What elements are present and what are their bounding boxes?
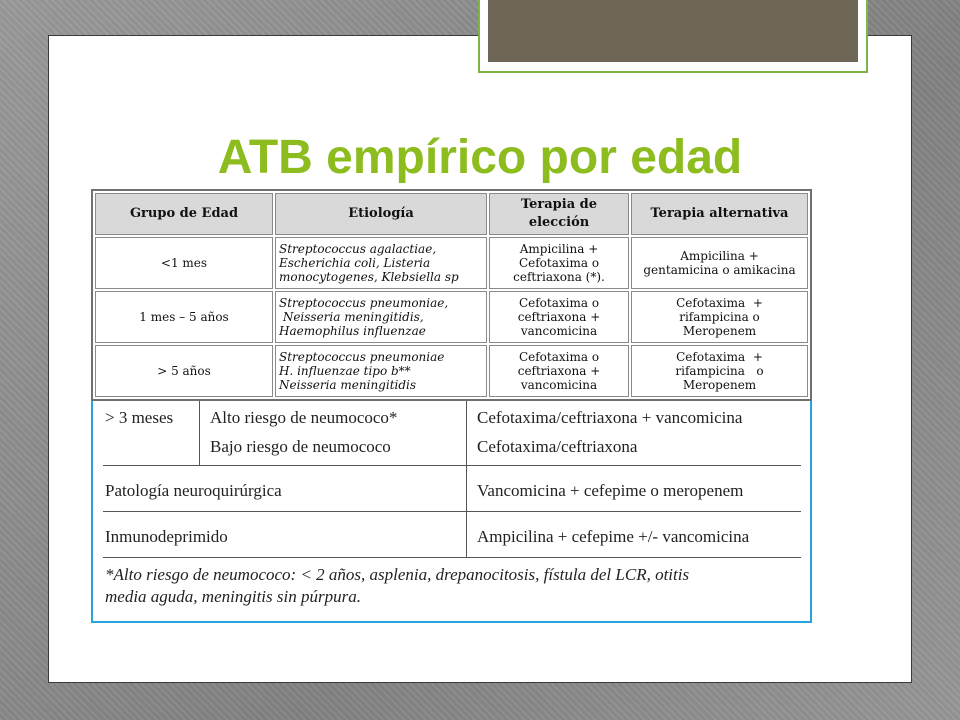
- slide-title: ATB empírico por edad: [217, 131, 743, 184]
- table-header-row: [95, 193, 808, 235]
- therapy-low-cell: Cefotaxima/ceftriaxona: [467, 432, 802, 466]
- etiology-cell: Streptococcus agalactiae, Escherichia coli, Listeria monocytogenes, Klebsiella sp: [275, 237, 487, 289]
- choice-therapy-cell: Cefotaxima o ceftriaxona + vancomicina: [489, 291, 629, 343]
- alternative-therapy-cell: Cefotaxima + rifampicina o Meropenem: [631, 345, 808, 397]
- etiology-cell: Streptococcus pneumoniae, Neisseria meningitidis, Haemophilus influenzae: [275, 291, 487, 343]
- header-alternative-therapy: Terapia alternativa: [631, 193, 808, 235]
- table-row: [103, 401, 801, 432]
- decorative-block: [488, 0, 858, 62]
- age-group-cell: > 5 años: [95, 345, 273, 397]
- risk-low-cell: Bajo riesgo de neumococo: [200, 432, 467, 466]
- empiric-antibiotic-table: [91, 189, 812, 401]
- choice-therapy-cell: Cefotaxima o ceftriaxona + vancomicina: [489, 345, 629, 397]
- risk-therapy-table: [91, 401, 812, 623]
- header-etiology: Etiología: [275, 193, 487, 235]
- age-group-cell: <1 mes: [95, 237, 273, 289]
- choice-therapy-cell: Ampicilina + Cefotaxima o ceftriaxona (*).: [489, 237, 629, 289]
- header-age-group: Grupo de Edad: [95, 193, 273, 235]
- header-choice-therapy: Terapia de elección: [489, 193, 629, 235]
- therapy-cell: Vancomicina + cefepime o meropenem: [467, 466, 802, 512]
- table-row: [103, 466, 801, 512]
- group-cell: Patología neuroquirúrgica: [103, 466, 467, 512]
- etiology-cell: Streptococcus pneumoniae H. influenzae tipo b** Neisseria meningitidis: [275, 345, 487, 397]
- table-row: [95, 237, 808, 289]
- age-group-cell: 1 mes – 5 años: [95, 291, 273, 343]
- therapy-cell: Ampicilina + cefepime +/- vancomicina: [467, 512, 802, 558]
- footnote: *Alto riesgo de neumococo: < 2 años, asplenia, drepanocitosis, fístula del LCR, otitis media aguda, meningitis sin púrpura.: [105, 565, 690, 606]
- risk-table-grid: [103, 401, 801, 558]
- group-cell: Inmunodeprimido: [103, 512, 467, 558]
- therapy-high-cell: Cefotaxima/ceftriaxona + vancomicina: [467, 401, 802, 432]
- age-group-cell: > 3 meses: [105, 408, 174, 427]
- table-row: [103, 432, 801, 466]
- alternative-therapy-cell: Ampicilina + gentamicina o amikacina: [631, 237, 808, 289]
- table-row: [103, 512, 801, 558]
- alternative-therapy-cell: Cefotaxima + rifampicina o Meropenem: [631, 291, 808, 343]
- risk-high-cell: Alto riesgo de neumococo*: [200, 401, 467, 432]
- table-row: [95, 291, 808, 343]
- table-row: [95, 345, 808, 397]
